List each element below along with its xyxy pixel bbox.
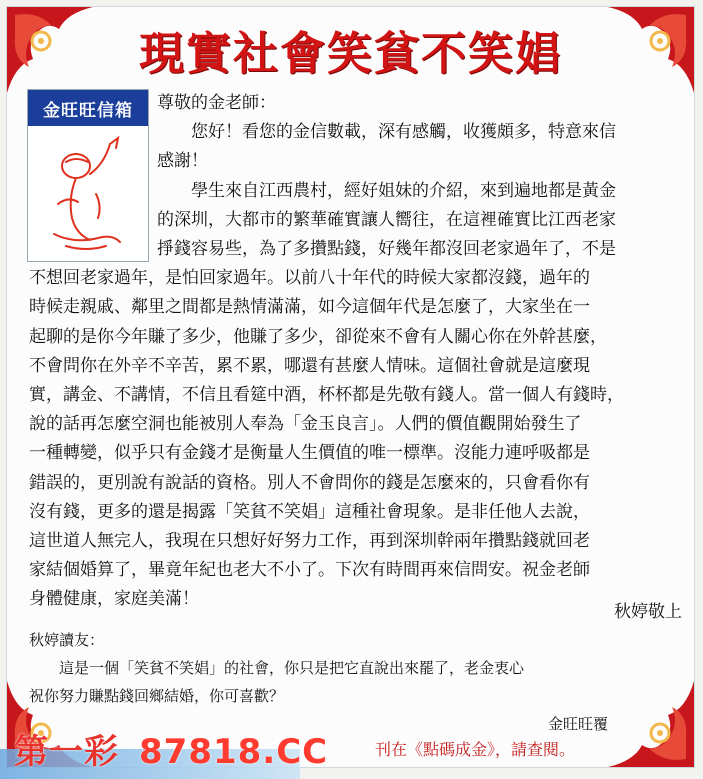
letter-line: 不會問你在外辛不辛苦，累不累，哪還有甚麼人情味。這個社會就是這麼現 <box>29 355 590 376</box>
letter-line: 一種轉變，似乎只有金錢才是衡量人生價值的唯一標準。沒能力連呼吸都是 <box>29 443 590 464</box>
watermark-brand: 第一彩 <box>14 732 119 772</box>
reply-line: 祝你努力賺點錢回鄉結婚，你可喜歡？ <box>29 687 285 705</box>
letter-line: 學生來自江西農村，經好姐妹的介紹，來到遍地都是黃金 <box>157 180 616 201</box>
letter-line: 實，講金、不講情，不信且看筵中酒，杯杯都是先敬有錢人。當一個人有錢時， <box>29 385 624 406</box>
letter-line: 這世道人無完人，我現在只想好好努力工作，再到深圳幹兩年攢點錢就回老 <box>29 531 590 552</box>
letter-line: 的深圳，大都市的繁華確實讓人嚮往，在這裡確實比江西老家 <box>157 209 616 230</box>
watermark-site: 87818.CC <box>139 732 329 772</box>
letter-body <box>29 89 693 615</box>
reply-line: 這是一個「笑貧不笑娼」的社會，你只是把它直說出來罷了，老金衷心 <box>29 659 525 677</box>
letter-signature: 秋婷敬上 <box>614 602 682 622</box>
letter-line: 起聊的是你今年賺了多少，他賺了多少，卻從來不會有人關心你在外幹甚麼， <box>29 326 607 347</box>
footer-banner <box>0 725 703 779</box>
letter-line: 時候走親戚、鄰里之間都是熱情滿滿，如今這個年代是怎麼了，大家坐在一 <box>29 297 590 318</box>
letter-line: 您好！看您的金信數載，深有感觸，收獲頗多，特意來信 <box>157 122 616 143</box>
footer-notice: 刊在《點碼成金》，請查閱。 <box>374 740 575 759</box>
letter-line: 感謝！ <box>157 151 208 172</box>
letter-line: 家結個婚算了，畢竟年紀也老大不小了。下次有時間再來信問安。祝金老師 <box>29 560 590 581</box>
page-frame <box>6 6 695 768</box>
letter-line: 說的話再怎麼空洞也能被別人奉為「金玉良言」。人們的價值觀開始發生了 <box>29 414 582 435</box>
salutation: 尊敬的金老師： <box>157 93 276 113</box>
letter-line: 掙錢容易些，為了多攢點錢，好幾年都沒回老家過年了，不是 <box>157 239 616 260</box>
reply-greeting: 秋婷讀友： <box>29 631 105 649</box>
page-title: 現實社會笑貧不笑娼 <box>138 27 562 80</box>
letter-line: 錯誤的，更別說有說話的資格。別人不會問你的錢是怎麼來的，只會看你有 <box>29 472 590 493</box>
reply-signature: 金旺旺覆 <box>547 715 608 733</box>
letter-line: 身體健康，家庭美滿！ <box>29 589 199 610</box>
logo-label: 金旺旺信箱 <box>28 90 148 126</box>
letter-line: 沒有錢，更多的還是揭露「笑貧不笑娼」這種社會現象。是非任他人去說， <box>29 501 590 522</box>
watermark <box>14 724 328 773</box>
letter-line: 不想回老家過年，是怕回家過年。以前八十年代的時候大家都沒錢，過年的 <box>29 268 590 289</box>
